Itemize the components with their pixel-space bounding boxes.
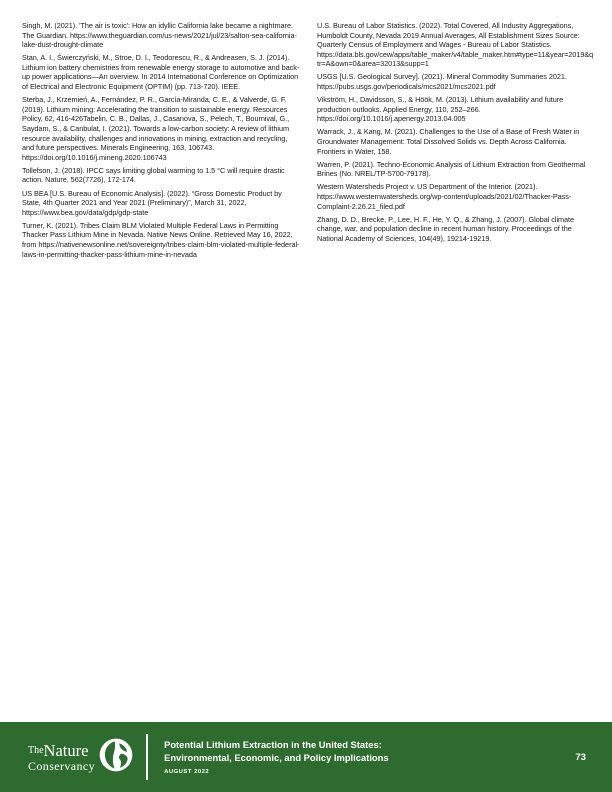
logo-word-conservancy: Conservancy (28, 758, 96, 773)
reference-entry: Turner, K. (2021). Tribes Claim BLM Violated Multiple Federal Laws in Permitting Thacker Pass Lithium Mine in Nevada. Native News Online. Retrieved May 16, 2022, from https://nativenewsonline.net/sovereignty/tribes-claim-blm-violated-multiple-federal-laws-in-permitting-thacker-pass-lithium-mine-in-nevada (22, 220, 300, 259)
footer-band (0, 722, 612, 792)
reference-entry: Warren, P. (2021). Techno-Economic Analysis of Lithium Extraction from Geothermal Brines (No. NREL/TP-5700-79178). (317, 159, 586, 179)
reference-entry: Tollefson, J. (2018). IPCC says limiting global warming to 1.5 °C will require drastic action. Nature, 562(7726), 172-174. (22, 165, 285, 185)
report-date: AUGUST 2022 (164, 768, 210, 775)
report-title-line2: Environmental, Economic, and Policy Implications (164, 752, 389, 764)
report-title-line1: Potential Lithium Extraction in the United States: (164, 739, 382, 751)
references-column-right (317, 21, 595, 263)
reference-entry: Zhang, D. D., Brecke, P., Lee, H. F., He, Y. Q., & Zhang, J. (2007). Global climate change, war, and population decline in recent human history. Proceedings of the National Academy of Sciences, 104(49), 19214-19219. (317, 214, 575, 243)
globe-leaf-icon (99, 738, 133, 777)
reference-entry: USGS [U.S. Geological Survey]. (2021). Mineral Commodity Summaries 2021. https://pubs.usgs.gov/periodicals/mcs2021/mcs2021.pdf (317, 72, 567, 92)
nature-conservancy-logo (28, 738, 133, 777)
reference-entry: Stan, A. I., Świerczyński, M., Stroe, D. I., Teodorescu, R., & Andreasen, S. J. (2014). Lithium ion battery chemistries from renewable energy storage to automotive and back-up power applications—An overview. In 2014 International Conference on Optimization of Electrical and Electronic Equipment (OPTIM) (pp. 713-720). IEEE. (22, 53, 300, 92)
reference-entry: Western Watersheds Project v. US Department of the Interior. (2021). https://www.westernwatersheds.org/wp-content/uploads/2021/02/Thacker-Pass-Complaint-2.26.21_filed.pdf (317, 182, 572, 211)
reference-entry: U.S. Bureau of Labor Statistics. (2022). Total Covered, All Industry Aggregations, Humboldt County, Nevada 2019 Annual Averages, All Establishment Sizes Source: Quarterly Census of Employment and Wages - Bureau of Labor Statistics. https://data.bls.gov/cew/apps/table_maker/v4/table_maker.htm#type=11&year=2019&qtr=A&own=0&area=32013&supp=1 (317, 21, 594, 69)
nature-conservancy-wordmark (28, 740, 96, 773)
reference-entry: Vikström, H., Davidsson, S., & Höök, M. (2013). Lithium availability and future production outlooks. Applied Energy, 110, 252–266. https://doi.org/10.1016/j.apenergy.2013.04.005 (317, 95, 564, 124)
reference-entry: Singh, M. (2021). 'The air is toxic': How an idyllic California lake became a nightmare. The Guardian. https://www.theguardian.com/us-news/2021/jul/23/salton-sea-california-lake-dust-drought-climate (22, 21, 297, 50)
reference-entry: Warrack, J., & Kang, M. (2021). Challenges to the Use of a Base of Fresh Water in Groundwater Management: Total Dissolved Solids vs. Depth Across California. Frontiers in Water, 158. (317, 127, 580, 156)
page-number: 73 (575, 751, 586, 763)
references-columns (22, 21, 595, 263)
logo-word-nature: Nature (43, 740, 89, 760)
reference-entry: Sterba, J., Krzemień, A., Fernández, P. R., García-Miranda, C. E., & Valverde, G. F. (2019). Lithium mining: Accelerating the transition to sustainable energy. Resources Policy, 62, 416-426Tabelin, C. B., Dallas, J., Casanova, S., Pelech, T., Bournival, G., Saydam, S., & Canbulat, I. (2021). Towards a low-carbon society: A review of lithium resource availability, challenges and innovations in mining, extraction and recycling, and future perspectives. Minerals Engineering, 163, 106743. https://doi.org/10.1016/j.mineng.2020.106743 (22, 95, 290, 162)
reference-entry: US BEA [U.S. Bureau of Economic Analysis]. (2022). “Gross Domestic Product by State, 4th Quarter 2021 and Year 2021 (Preliminary)”, March 31, 2022, https://www.bea.gov/data/gdp/gdp-state (22, 188, 282, 217)
logo-word-the: The (28, 744, 44, 756)
report-title-block (164, 739, 389, 774)
references-column-left (22, 21, 300, 263)
footer-divider (146, 734, 148, 780)
